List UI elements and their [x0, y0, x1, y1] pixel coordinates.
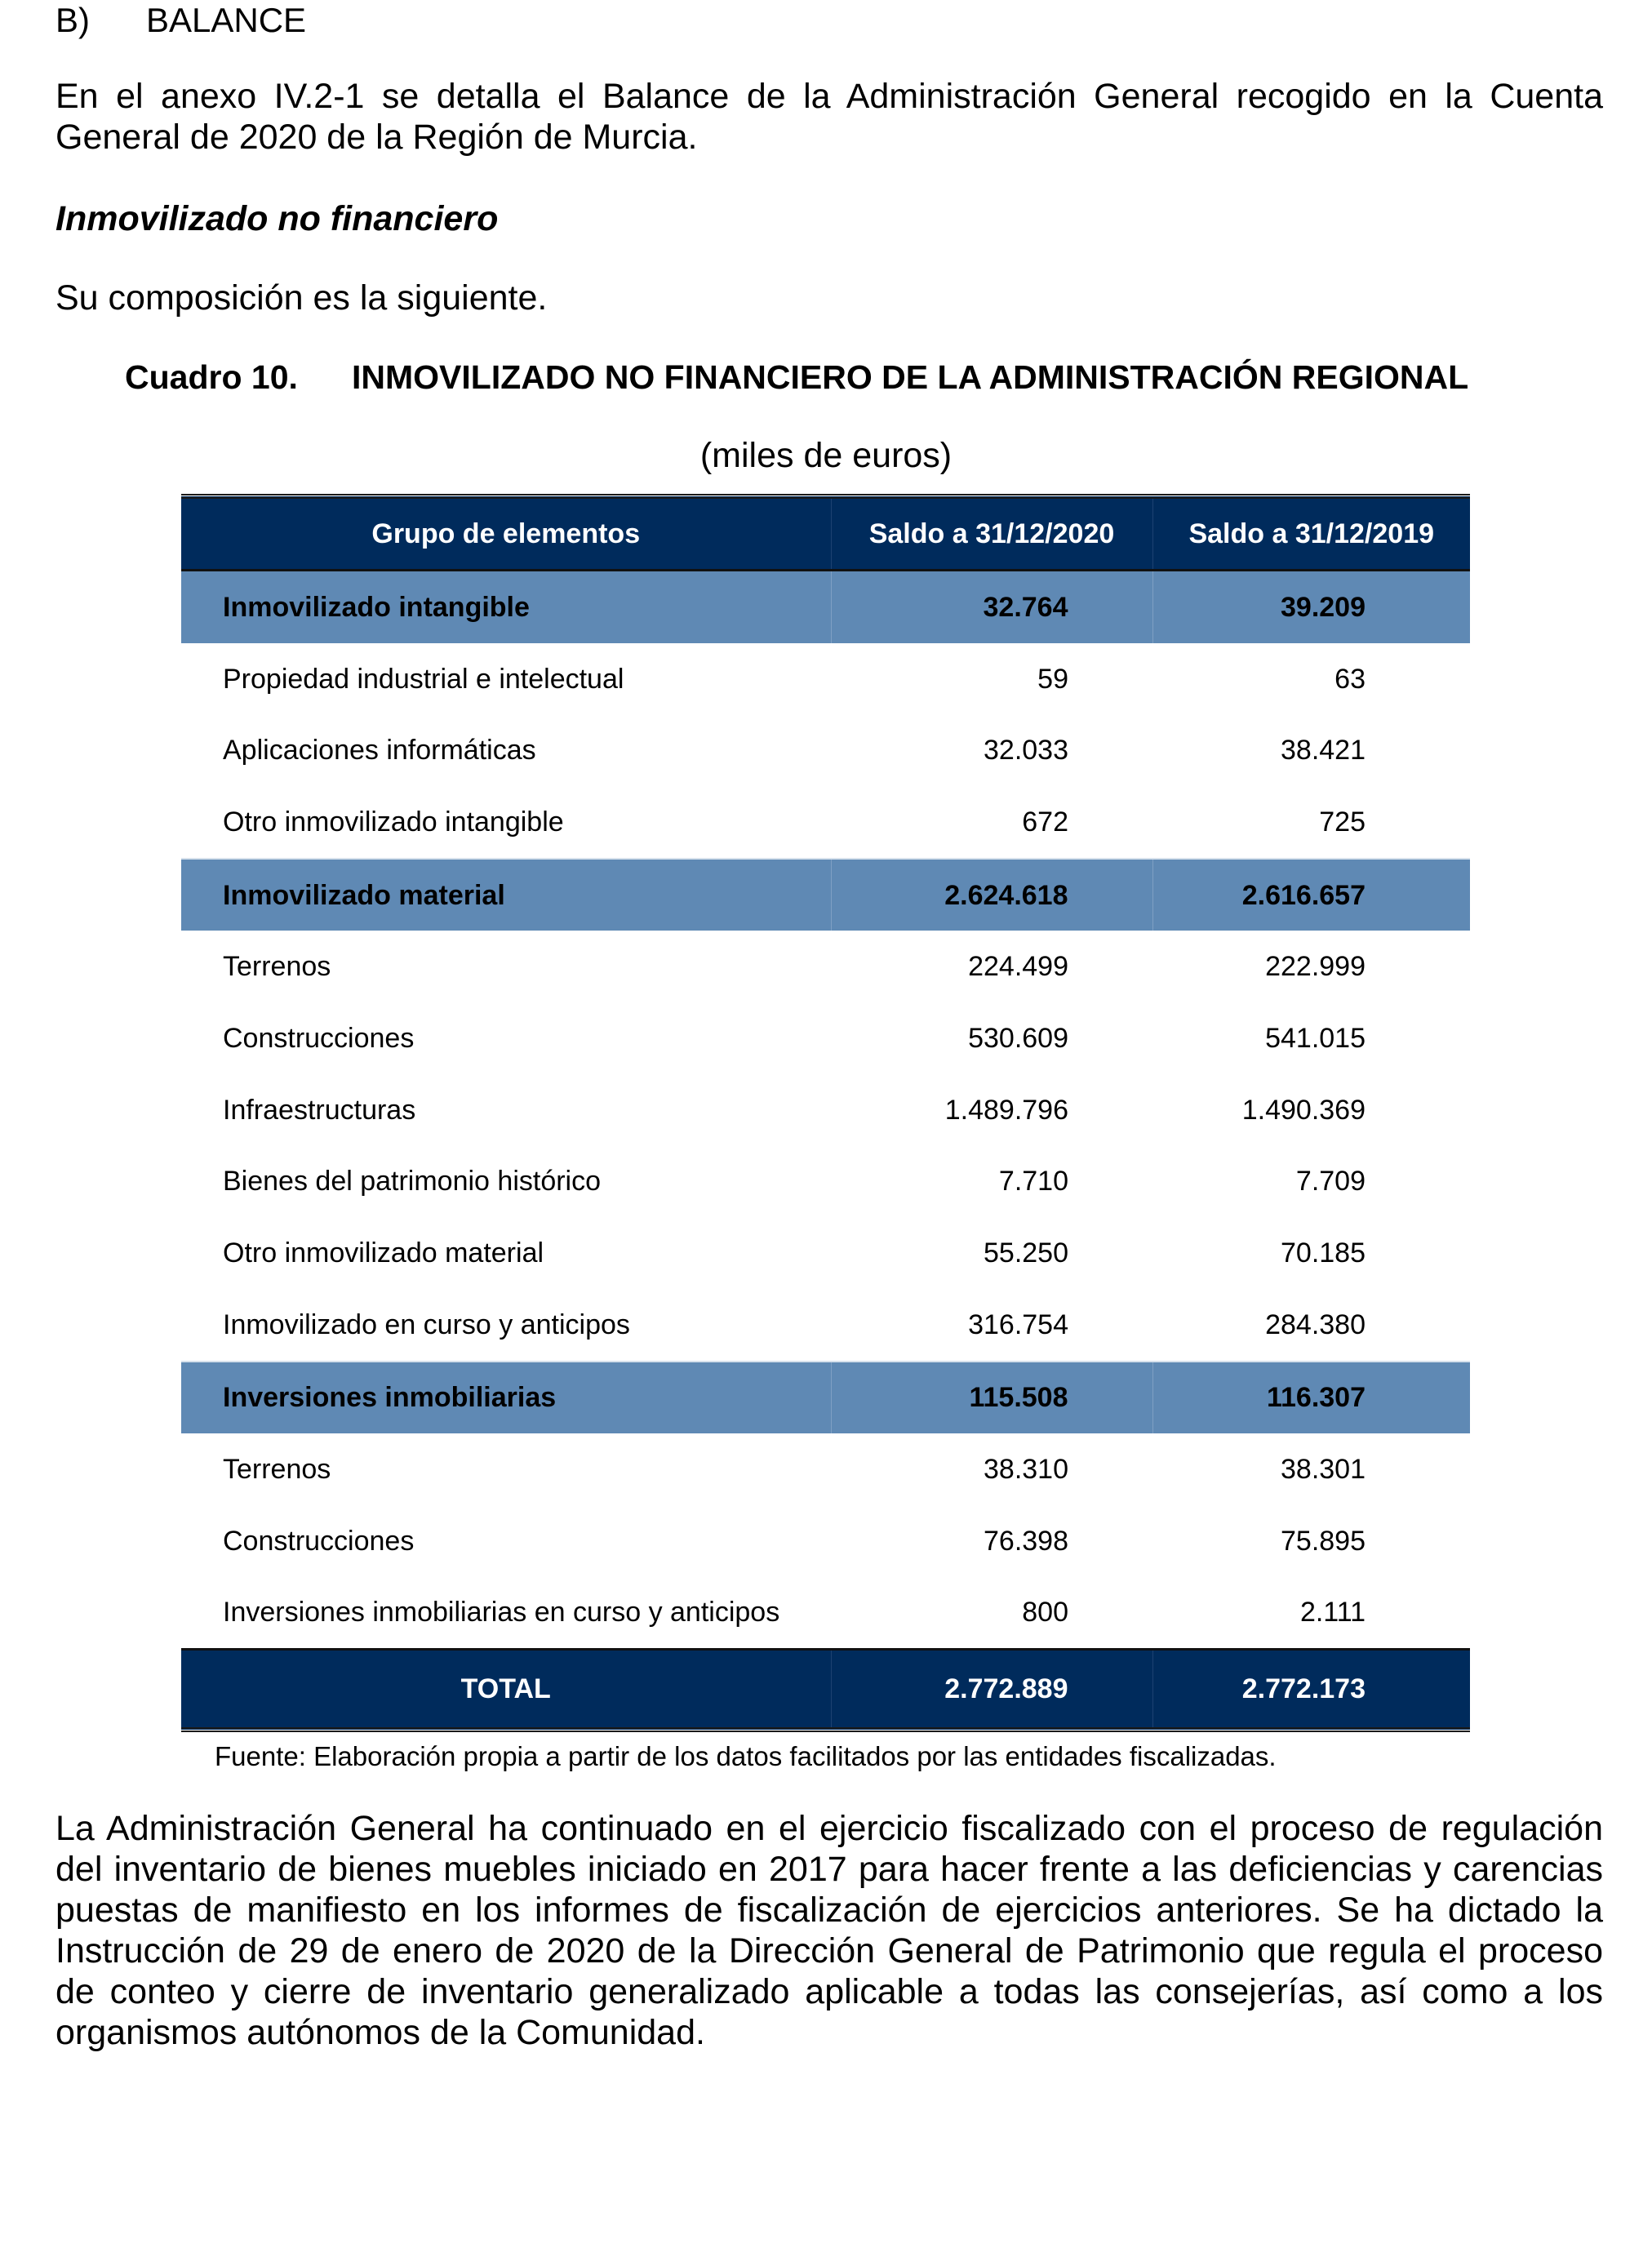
inventory-paragraph: La Administración General ha continuado en el ejercicio fiscalizado con el proceso de regulación del inventario de bienes muebles iniciado en 2017 para hacer frente a las deficiencias y carencias puestas de manifiesto en los informes de fiscalización de ejercicios anteriores. Se ha dictado la Instrucción de 29 de enero de 2020 de la Dirección General de Patrimonio que regula el proceso de conteo y cierre de inventario generalizado aplicable a todas las consejerías, así como a los organismos autónomos de la Comunidad. — [56, 1809, 1603, 2052]
value-2019: 39.209 — [1152, 571, 1470, 643]
table-group-row — [181, 859, 1470, 931]
value-2020: 7.710 — [998, 1166, 1068, 1197]
table-total-row — [181, 1650, 1470, 1731]
total-2019: 2.772.173 — [1152, 1650, 1470, 1731]
table-row — [181, 1002, 1470, 1074]
subheading: Inmovilizado no financiero — [56, 199, 499, 238]
row-label: Inversiones inmobiliarias — [181, 1362, 831, 1434]
table-row — [181, 1146, 1470, 1218]
value-2019: 38.301 — [1281, 1454, 1366, 1486]
value-2019: 63 — [1334, 663, 1366, 695]
table-source: Fuente: Elaboración propia a partir de los datos facilitados por las entidades fiscalizadas. — [215, 1741, 1277, 1771]
row-label: Aplicaciones informáticas — [223, 735, 536, 766]
table-row — [181, 1074, 1470, 1146]
row-label: Inversiones inmobiliarias en curso y anticipos — [223, 1597, 780, 1628]
value-2019: 284.380 — [1265, 1309, 1366, 1340]
value-2020: 2.624.618 — [831, 859, 1152, 931]
table-row — [181, 931, 1470, 1002]
table-row — [181, 1217, 1470, 1289]
table-row — [181, 643, 1470, 715]
table-group-row — [181, 1362, 1470, 1434]
value-2019: 70.185 — [1281, 1237, 1366, 1269]
row-label: Inmovilizado intangible — [181, 571, 831, 643]
table-units: (miles de euros) — [699, 436, 953, 475]
section-letter: B) — [56, 1, 90, 39]
value-2019: 2.616.657 — [1152, 859, 1470, 931]
table-row — [181, 714, 1470, 786]
header-2020: Saldo a 31/12/2020 — [831, 496, 1152, 571]
row-label: Construcciones — [223, 1525, 415, 1557]
row-label: Terrenos — [223, 951, 331, 983]
value-2020: 530.609 — [968, 1022, 1068, 1054]
value-2020: 59 — [1037, 663, 1068, 695]
value-2019: 1.490.369 — [1241, 1094, 1366, 1126]
table-title: INMOVILIZADO NO FINANCIERO DE LA ADMINISTRACIÓN REGIONAL — [352, 358, 1469, 396]
value-2020: 115.508 — [831, 1362, 1152, 1434]
table-row — [181, 1433, 1470, 1505]
row-label: Construcciones — [223, 1022, 415, 1054]
section-heading — [56, 0, 306, 41]
intro-paragraph: En el anexo IV.2-1 se detalla el Balance de la Administración General recogido en la Cuenta General de 2020 de la Región de Murcia. — [56, 77, 1603, 157]
value-2019: 116.307 — [1152, 1362, 1470, 1434]
table-number: Cuadro 10. — [125, 358, 298, 396]
row-label: Otro inmovilizado intangible — [223, 806, 564, 838]
value-2020: 1.489.796 — [944, 1094, 1068, 1126]
value-2020: 32.764 — [831, 571, 1152, 643]
composition-intro: Su composición es la siguiente. — [56, 278, 548, 318]
value-2019: 222.999 — [1265, 951, 1366, 983]
table-caption — [125, 357, 1468, 398]
fixed-assets-table — [181, 494, 1470, 1732]
value-2020: 316.754 — [968, 1309, 1068, 1340]
table-row — [181, 786, 1470, 859]
row-label: Inmovilizado en curso y anticipos — [223, 1309, 630, 1340]
value-2020: 55.250 — [984, 1237, 1068, 1269]
value-2020: 224.499 — [968, 951, 1068, 983]
value-2019: 725 — [1319, 806, 1366, 838]
header-2019: Saldo a 31/12/2019 — [1152, 496, 1470, 571]
value-2020: 38.310 — [984, 1454, 1068, 1486]
row-label: Infraestructuras — [223, 1094, 416, 1126]
value-2019: 2.111 — [1299, 1597, 1366, 1628]
row-label: Terrenos — [223, 1454, 331, 1486]
table-row — [181, 1289, 1470, 1362]
table-header-row — [181, 496, 1470, 571]
row-label: Inmovilizado material — [181, 859, 831, 931]
value-2020: 672 — [1022, 806, 1068, 838]
value-2020: 800 — [1022, 1597, 1068, 1628]
value-2019: 7.709 — [1295, 1166, 1366, 1197]
value-2020: 32.033 — [984, 735, 1068, 766]
value-2019: 38.421 — [1281, 735, 1366, 766]
table-row — [181, 1577, 1470, 1650]
row-label: Bienes del patrimonio histórico — [223, 1166, 602, 1197]
total-2020: 2.772.889 — [831, 1650, 1152, 1731]
value-2019: 75.895 — [1281, 1525, 1366, 1557]
value-2020: 76.398 — [984, 1525, 1068, 1557]
header-group: Grupo de elementos — [181, 496, 831, 571]
total-label: TOTAL — [181, 1650, 831, 1731]
table-group-row — [181, 571, 1470, 643]
row-label: Propiedad industrial e intelectual — [223, 663, 624, 695]
section-title: BALANCE — [146, 1, 307, 39]
value-2019: 541.015 — [1265, 1022, 1366, 1054]
table-row — [181, 1505, 1470, 1577]
row-label: Otro inmovilizado material — [223, 1237, 544, 1269]
